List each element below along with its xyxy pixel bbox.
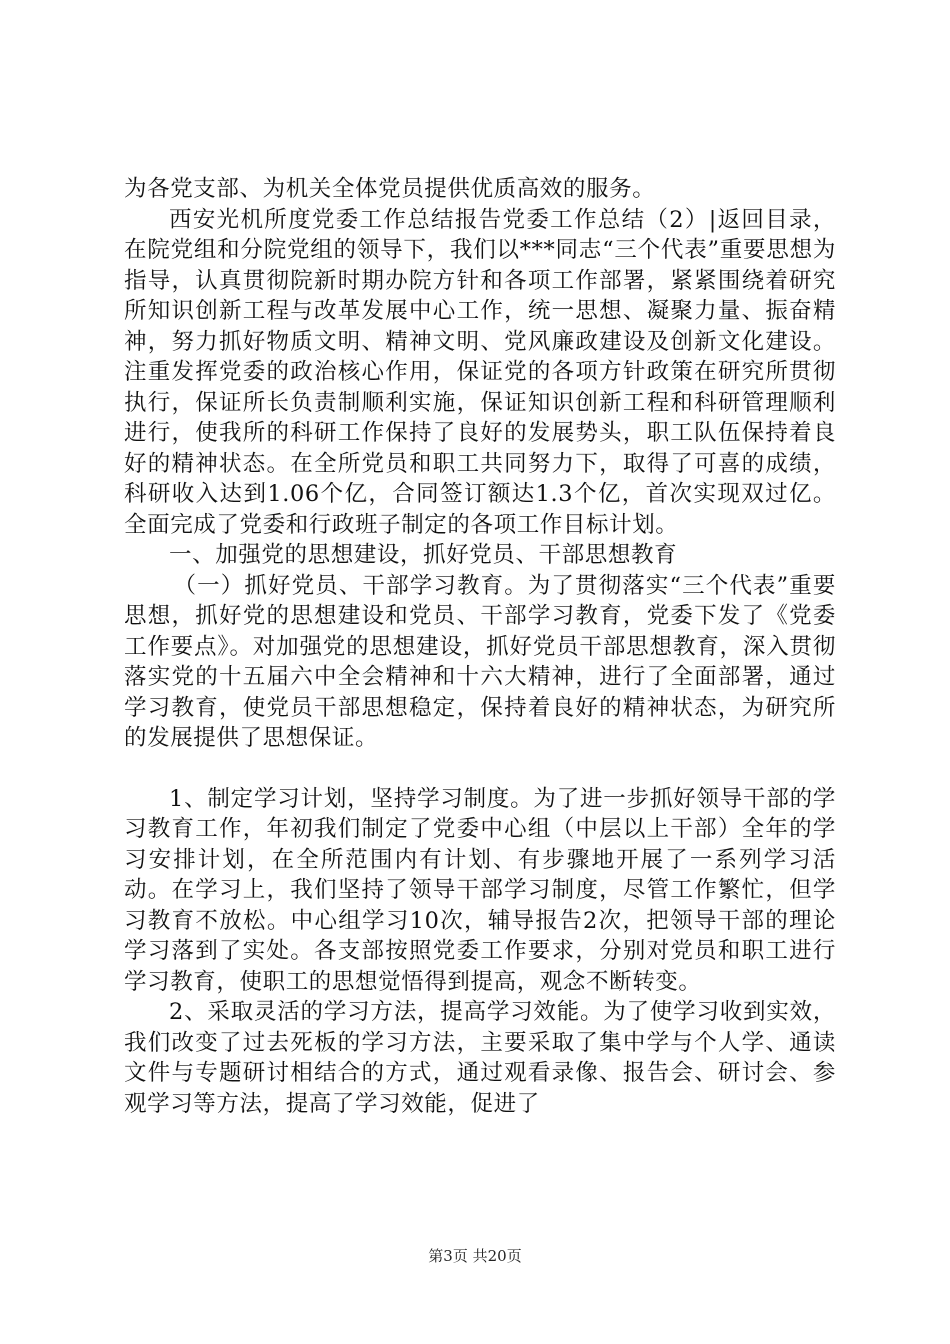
subsection-1: （一）抓好党员、干部学习教育。为了贯彻落实“三个代表”重要思想，抓好党的思想建设和党员、干部学习教育，党委下发了《党委工作要点》。对加强党的思想建设，抓好党员干部思想教育，深入贯彻落实党的十五届六中全会精神和十六大精神，进行了全面部署，通过学习教育，使党员干部思想稳定，保持着良好的精神状态，为研究所的发展提供了思想保证。: [124, 572, 836, 751]
section-heading-1: 一、加强党的思想建设，抓好党员、干部思想教育: [169, 542, 678, 568]
page-number-footer: 第3页 共20页: [428, 1247, 522, 1265]
paragraph-study-method: 2、采取灵活的学习方法，提高学习效能。为了使学习收到实效，我们改变了过去死板的学习方法，主要采取了集中学与个人学、通读文件与专题研讨相结合的方式，通过观看录像、报告会、研讨会、参观学习等方法，提高了学习效能，促进了: [124, 999, 836, 1117]
paragraph-continuation: 为各党支部、为机关全体党员提供优质高效的服务。: [124, 176, 656, 202]
document-body: [124, 174, 836, 1119]
paragraph-summary-intro: 西安光机所度党委工作总结报告党委工作总结（2）|返回目录，在院党组和分院党组的领导下，我们以***同志“三个代表”重要思想为指导，认真贯彻院新时期办院方针和各项工作部署，紧紧围绕着研究所知识创新工程与改革发展中心工作，统一思想、凝聚力量、振奋精神，努力抓好物质文明、精神文明、党风廉政建设及创新文化建设。注重发挥党委的政治核心作用，保证党的各项方针政策在研究所贯彻执行，保证所长负责制顺利实施，保证知识创新工程和科研管理顺利进行，使我所的科研工作保持了良好的发展势头，职工队伍保持着良好的精神状态。在全所党员和职工共同努力下，取得了可喜的成绩，科研收入达到1.06个亿，合同签订额达1.3个亿，首次实现双过亿。全面完成了党委和行政班子制定的各项工作目标计划。: [124, 206, 836, 538]
paragraph-study-plan: 1、制定学习计划，坚持学习制度。为了进一步抓好领导干部的学习教育工作，年初我们制定了党委中心组（中层以上干部）全年的学习安排计划，在全所范围内有计划、有步骤地开展了一系列学习活动。在学习上，我们坚持了领导干部学习制度，尽管工作繁忙，但学习教育不放松。中心组学习10次，辅导报告2次，把领导干部的理论学习落到了实处。各支部按照党委工作要求，分别对党员和职工进行学习教育，使职工的思想觉悟得到提高，观念不断转变。: [124, 785, 836, 995]
